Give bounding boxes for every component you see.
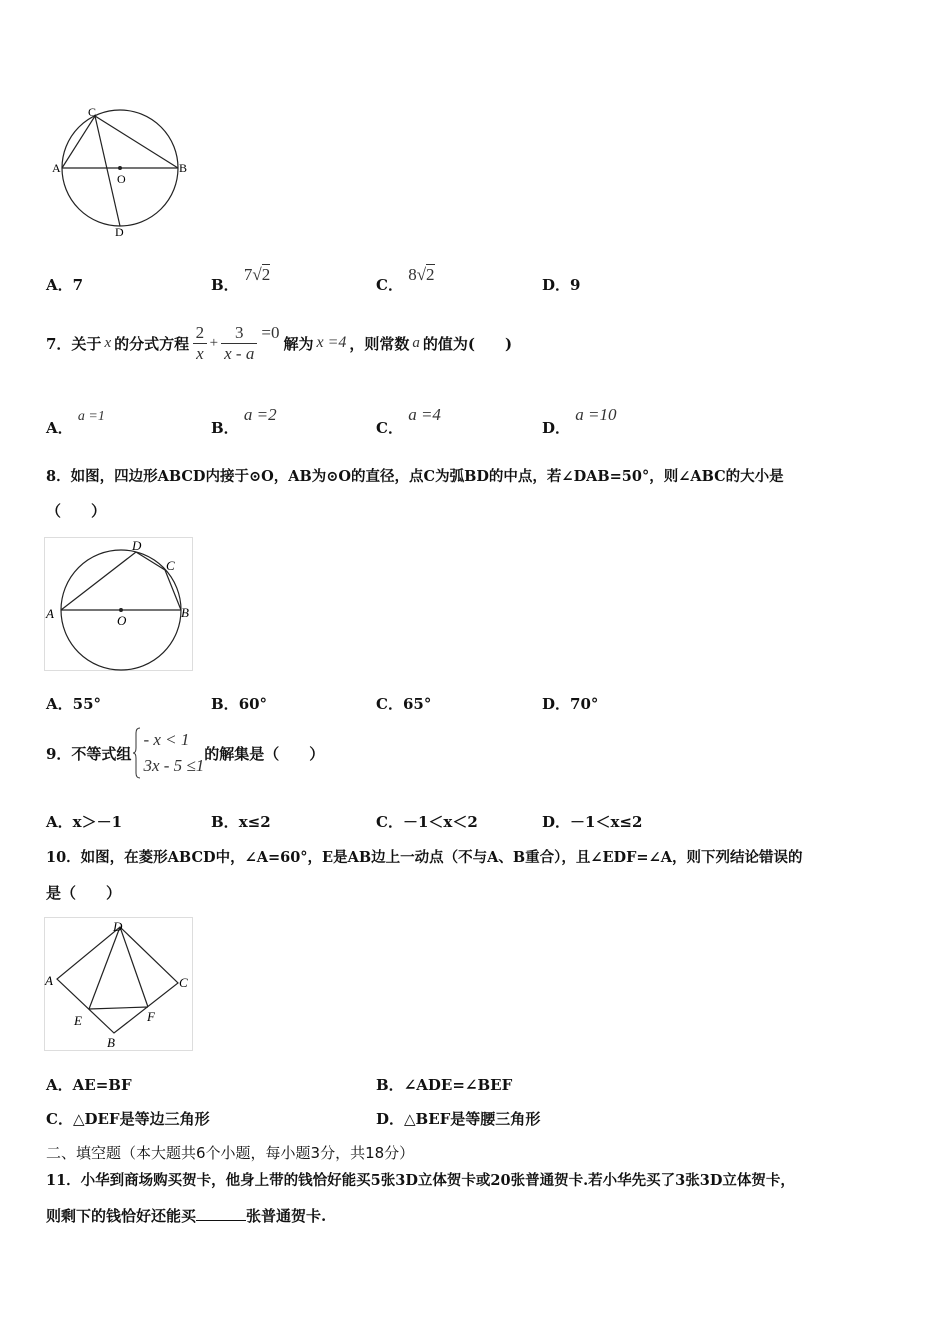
sqrt-icon: √: [416, 265, 427, 284]
q6-option-b-coef: 7: [243, 265, 253, 284]
q9-option-a-letter: A．: [46, 813, 73, 831]
q9-option-b-value: x≤2: [238, 813, 271, 831]
q7-var-a: a: [412, 334, 420, 351]
q7-suffix: 的值为( ): [422, 334, 513, 353]
q10-label-c: C: [179, 975, 188, 990]
q7-mid3: ，则常数: [349, 334, 410, 353]
sqrt-icon: √: [252, 265, 262, 284]
q6-label-d: D: [115, 225, 124, 239]
q6-option-a-value: 7: [72, 276, 84, 294]
q10-option-b-letter: B．: [376, 1076, 404, 1094]
q6-chord-ca: [62, 116, 95, 168]
q9-option-b[interactable]: [211, 811, 271, 832]
q10-segment-df: [120, 927, 148, 1007]
q8-label-d: D: [132, 538, 142, 553]
q6-option-c-radicand: 2: [426, 265, 435, 284]
q8-option-b[interactable]: [211, 693, 267, 714]
q6-option-d[interactable]: [542, 274, 580, 295]
q6-option-b-letter: B．: [211, 276, 239, 294]
q7-frac2-denominator: x - a: [221, 343, 257, 364]
q10-option-b-value: ∠ADE=∠BEF: [403, 1076, 513, 1094]
q8-option-a[interactable]: [46, 693, 101, 714]
q9-inequality-2: 3x - 5 ≤1: [143, 756, 205, 775]
q8-option-c[interactable]: [376, 693, 431, 714]
q6-option-b[interactable]: [211, 264, 271, 294]
q10-segment-ef: [89, 1007, 148, 1009]
q6-label-c: C: [88, 105, 97, 119]
q8-option-b-letter: B．: [211, 695, 239, 713]
q8-option-a-value: 55°: [72, 695, 102, 713]
q8-option-d[interactable]: [542, 693, 598, 714]
q8-option-c-letter: C．: [376, 695, 403, 713]
q8-label-o: O: [117, 613, 127, 628]
q9-option-d-value: －1＜x≤2: [570, 813, 643, 831]
q9-option-c-letter: C．: [376, 813, 403, 831]
q10-option-d-letter: D．: [376, 1110, 405, 1128]
q6-option-d-value: 9: [570, 276, 581, 294]
q10-option-c-value: △DEF是等边三角形: [72, 1110, 210, 1128]
q9-suffix: 的解集是（ ）: [204, 744, 325, 763]
q10-option-a[interactable]: [46, 1074, 132, 1095]
q6-chord-cd: [95, 116, 120, 226]
q10-option-a-letter: A．: [46, 1076, 73, 1094]
q7-frac1-numerator: 2: [195, 322, 205, 342]
q11-stem-line2: [46, 1205, 326, 1226]
q9-option-d[interactable]: [542, 811, 642, 832]
q8-chord-cb: [165, 570, 181, 610]
q9-option-d-letter: D．: [542, 813, 571, 831]
q8-chord-ad: [61, 552, 136, 610]
q9-option-c-value: －1＜x＜2: [402, 813, 478, 831]
q8-stem-line1: 8．如图，四边形ABCD内接于⊙O，AB为⊙O的直径，点C为弧BD的中点，若∠DAB=50°，则∠ABC的大小是: [46, 468, 784, 485]
q6-option-c[interactable]: [376, 264, 435, 294]
q8-label-b: B: [181, 605, 189, 620]
q7-mid2: 解为: [283, 334, 314, 353]
q6-circle-figure: [40, 100, 200, 245]
q10-rhombus-figure: [44, 917, 194, 1052]
q7-option-c-value: a =4: [408, 405, 441, 424]
q11-line2-before: 则剩下的钱恰好还能买: [46, 1207, 197, 1225]
q8-option-d-value: 70°: [570, 695, 599, 713]
q10-label-e: E: [74, 1013, 82, 1028]
q7-frac1-denominator: x: [193, 343, 207, 364]
q10-label-d: D: [113, 919, 123, 934]
q6-option-d-letter: D．: [542, 276, 571, 294]
q8-stem-line2: （ ）: [46, 502, 107, 520]
q10-label-f: F: [147, 1009, 155, 1024]
q6-option-b-radicand: 2: [261, 265, 271, 284]
q7-fraction-2: [221, 323, 257, 364]
q10-stem-line1: 10．如图，在菱形ABCD中，∠A=60°，E是AB边上一动点（不与A、B重合），且∠EDF=∠A，则下列结论错误的: [46, 849, 803, 866]
q8-option-b-value: 60°: [238, 695, 268, 713]
q7-option-d[interactable]: [542, 404, 617, 437]
q11-answer-blank[interactable]: [196, 1206, 246, 1221]
q6-option-a[interactable]: [46, 274, 83, 295]
q10-label-a: A: [45, 973, 53, 988]
q7-option-b-value: a =2: [243, 405, 277, 424]
q7-stem: [46, 318, 512, 368]
q6-option-c-coef: 8: [408, 265, 417, 284]
q7-solution: x =4: [316, 334, 347, 351]
q7-option-a-letter: A．: [46, 419, 73, 437]
q9-prefix: 9．不等式组: [46, 744, 132, 763]
q9-option-b-letter: B．: [211, 813, 239, 831]
q7-option-d-value: a =10: [575, 405, 617, 424]
q8-center-point: [119, 608, 123, 612]
q6-label-a: A: [52, 161, 61, 175]
q9-system: [143, 727, 204, 779]
q10-option-d[interactable]: [376, 1108, 540, 1129]
left-brace-icon: [133, 727, 141, 779]
q7-fraction-1: [193, 323, 207, 364]
q8-option-d-letter: D．: [542, 695, 571, 713]
q7-option-a[interactable]: [46, 404, 105, 437]
q10-option-c[interactable]: [46, 1108, 210, 1129]
q6-label-o: O: [117, 172, 126, 186]
q6-center-point: [118, 166, 122, 170]
q8-chord-dc: [136, 552, 165, 570]
q7-frac2-numerator: 3: [235, 322, 244, 342]
q7-option-b-letter: B．: [211, 419, 239, 437]
q9-option-a-value: x＞－1: [72, 813, 123, 831]
q10-figure-frame: [45, 918, 193, 1051]
q10-option-d-value: △BEF是等腰三角形: [404, 1110, 541, 1128]
q7-var-x: x: [104, 334, 112, 351]
q9-option-c[interactable]: [376, 811, 478, 832]
q10-option-c-letter: C．: [46, 1110, 73, 1128]
q9-inequality-1: - x < 1: [143, 730, 190, 749]
q8-option-a-letter: A．: [46, 695, 73, 713]
q11-stem-line1: 11．小华到商场购买贺卡，他身上带的钱恰好能买5张3D立体贺卡或20张普通贺卡.若小华先买了3张3D立体贺卡，: [46, 1172, 795, 1189]
q7-prefix: 7．关于: [46, 334, 102, 353]
q7-option-b[interactable]: [211, 404, 277, 437]
q10-option-a-value: AE=BF: [72, 1076, 132, 1094]
q8-label-a: A: [46, 606, 54, 621]
q7-option-d-letter: D．: [542, 419, 571, 437]
q7-mid1: 的分式方程: [114, 334, 190, 353]
section-2-heading: 二、填空题（本大题共6个小题，每小题3分，共18分）: [46, 1144, 415, 1162]
q11-line2-after: 张普通贺卡.: [246, 1207, 327, 1225]
q8-circle-figure: [44, 537, 194, 672]
q10-label-b: B: [107, 1035, 115, 1050]
q9-stem: [46, 725, 324, 781]
q10-stem-line2: 是（ ）: [46, 884, 122, 902]
q7-option-a-value: a =1: [77, 409, 105, 424]
q9-option-a[interactable]: [46, 811, 122, 832]
q6-chord-cb: [95, 116, 178, 168]
q6-option-a-letter: A．: [46, 276, 73, 294]
q6-label-b: B: [179, 161, 188, 175]
q8-label-c: C: [166, 558, 175, 573]
q10-option-b[interactable]: [376, 1074, 512, 1095]
q7-plus: +: [209, 334, 219, 351]
q7-option-c-letter: C．: [376, 419, 403, 437]
q7-eq-zero: =0: [261, 323, 280, 342]
q7-option-c[interactable]: [376, 404, 441, 437]
q6-option-c-letter: C．: [376, 276, 403, 294]
q8-option-c-value: 65°: [402, 695, 432, 713]
